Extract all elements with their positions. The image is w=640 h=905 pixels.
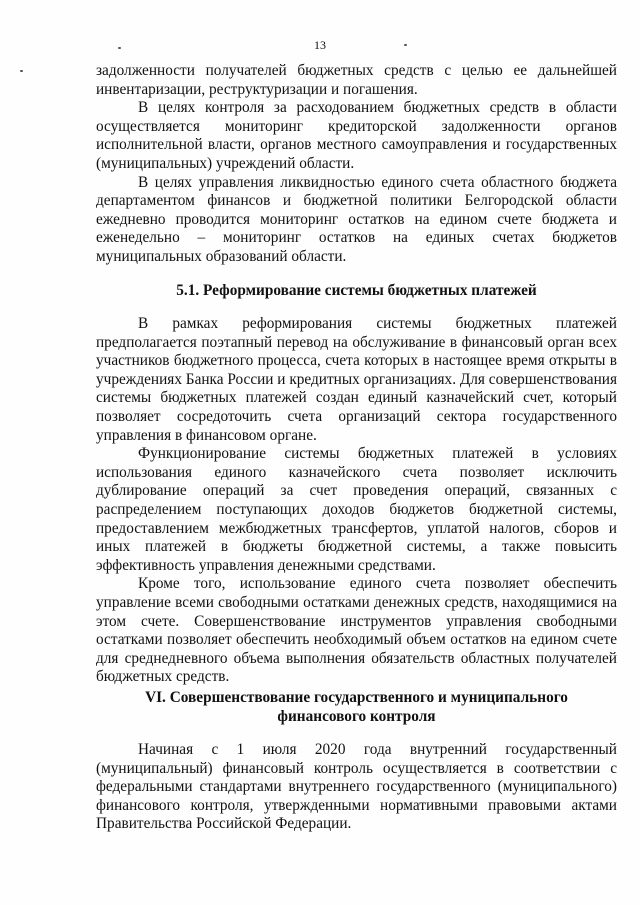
paragraph: Начиная с 1 июля 2020 года внутренний государственный (муниципальный) финансовый контроль осуществляется в соответствии с федеральными стандартами внутреннего государственного (муниципального) финансового контроля, утвержденными нормативными правовыми актами Правительства Российской Федерации. [96, 741, 617, 833]
intro-text-block [96, 62, 617, 267]
paragraph: В рамках реформирования системы бюджетных платежей предполагается поэтапный перевод на обслуживание в финансовый орган всех участников бюджетного процесса, счета которых в настоящее время открыты в учреждениях Банка России и кредитных организациях. Для совершенствования системы бюджетных платежей создан единый казначейский счет, который позволяет сосредоточить счета организаций сектора государственного управления в финансовом органе. [96, 315, 617, 444]
page-number: 13 [314, 38, 326, 52]
section-heading-6 [96, 688, 617, 726]
section-heading-6-line1: VI. Совершенствование государственного и муниципального [145, 689, 568, 706]
paragraph: Функционирование системы бюджетных платежей в условиях использования единого казначейского счета позволяет исключить дублирование операций за счет проведения операций, связанных с распределением поступающих доходов бюджетов бюджетной системы, предоставлением межбюджетных трансфертов, уплатой налогов, сборов и иных платежей в бюджеты бюджетной системы, а также повысить эффективность управления денежными средствами. [96, 445, 617, 574]
section-heading-5-1: 5.1. Реформирование системы бюджетных платежей [176, 282, 537, 299]
paragraph: В целях управления ликвидностью единого счета областного бюджета департаментом финансов и бюджетной политики Белгородской области ежедневно проводится мониторинг остатков на едином счете бюджета и еженедельно – мониторинг остатков на единых счетах бюджетов муниципальных образований области. [96, 173, 617, 265]
section-6-text [96, 741, 617, 834]
section-heading-6-line2: финансового контроля [277, 708, 436, 725]
paragraph: задолженности получателей бюджетных средств с целью ее дальнейшей инвентаризации, реструктуризации и погашения. [96, 62, 617, 98]
scan-speck [20, 70, 23, 72]
paragraph: В целях контроля за расходованием бюджетных средств в области осуществляется мониторинг кредиторской задолженности органов исполнительной власти, органов местного самоуправления и государственных (муниципальных) учреждений области. [96, 99, 617, 172]
section-5-1-text [96, 315, 617, 687]
paragraph: Кроме того, использование единого счета позволяет обеспечить управление всеми свободными остатками денежных средств, находящимися на этом счете. Совершенствование инструментов управления свободными остатками позволяет обеспечить необходимый объем остатков на едином счете для среднедневного объема выполнения обязательств областных получателей бюджетных средств. [96, 575, 617, 686]
